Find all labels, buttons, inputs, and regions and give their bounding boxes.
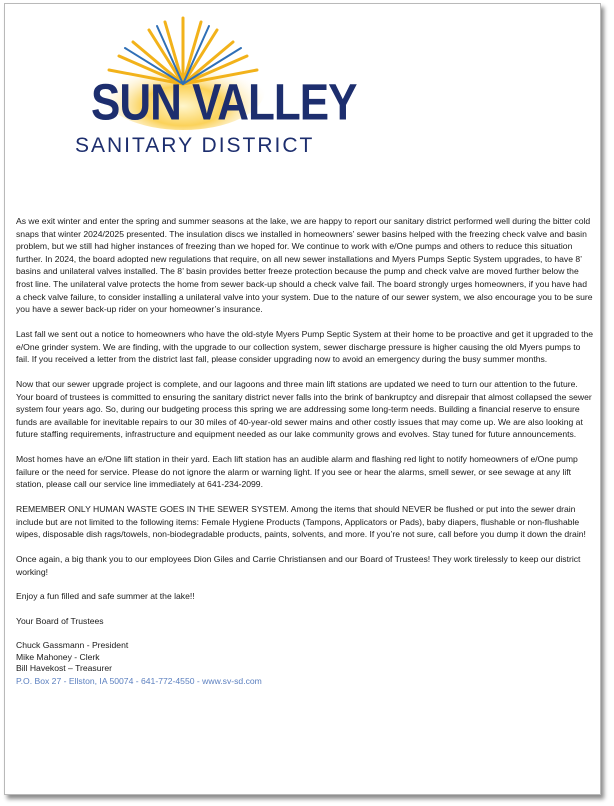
paragraph: As we exit winter and enter the spring and summer seasons at the lake, we are happy to report our sanitary district performed well during the bitter cold snaps that winter 2024/2025 presented. The insulation discs we installed in homeowners’ sewer basins helped with the freezing check valve and basin problem, but we still had higher instances of freezing than we hoped for. We continue to work with e/One pumps and others to reduce this situation further. In 2024, the board adopted new regulations that require, on all new sewer installations and Myers Pumps Septic System upgrades, to have 8’ basins and unilateral valves installed. The 8’ basin provides better freeze protection because the pump and check valve are moved further below the frost line. The unilateral valve protects the home from sewer back-up should a check valve fail. The board strongly urges homeowners, if you have had a check valve failure, to consider installing a unilateral valve into your system. Due to the nature of our sewer system, we also encourage you to be sure you have a sewer back-up rider on your homeowner’s insurance. bbox=[16, 216, 593, 315]
paragraph: REMEMBER ONLY HUMAN WASTE GOES IN THE SEWER SYSTEM. Among the items that should NEVER be flushed or put into the sewer drain include but are not limited to the following items: Female Hygiene Products (Tampons, Applicators or Pads), baby diapers, flushable or non-flushable wipes, disposable dish rags/towels, non-biodegradable products, paints, solvents, and more. If you’re not sure, call before you dump it down the drain! bbox=[16, 504, 586, 540]
closing-line: Your Board of Trustees bbox=[16, 616, 104, 627]
paragraph: Enjoy a fun filled and safe summer at the lake!! bbox=[16, 591, 195, 602]
signature-line: Chuck Gassmann - President bbox=[16, 639, 129, 650]
sun-valley-logo bbox=[65, 12, 357, 162]
paragraph: Most homes have an e/One lift station in their yard. Each lift station has an audible alarm and flashing red light to notify homeowners of e/One pump failure or the need for service. Please do not ignore the alarm or warning light. If you see or hear the alarms, smell sewer, or see sewage at any lift station, please call our service line immediately at 641-234-2099. bbox=[16, 454, 578, 490]
contact-footer: P.O. Box 27 - Ellston, IA 50074 - 641-772-4550 - www.sv-sd.com bbox=[16, 675, 262, 686]
paragraph: Last fall we sent out a notice to homeowners who have the old-style Myers Pump Septic System at their home to be proactive and get it upgraded to the e/One grinder system. We are finding, with the upgrade to our collection system, sewer discharge pressure is higher causing the old Myers pumps to fail. If you received a letter from the district last fall, please consider upgrading now to avoid an emergency during the busy summer months. bbox=[16, 328, 594, 365]
paragraph: Once again, a big thank you to our employees Dion Giles and Carrie Christiansen and our Board of Trustees! They work tirelessly to keep our district working! bbox=[16, 554, 581, 577]
paragraph: Now that our sewer upgrade project is complete, and our lagoons and three main lift stations are updated we need to turn our attention to the future. Your board of trustees is committed to ensuring the sanitary district never falls into the brink of bankruptcy and disrepair that almost collapsed the sewer system four years ago. So, during our budgeting process this spring we are addressing some long-term needs. Building a financial reserve to ensure funds are available for inevitable repairs to our 30 miles of 40-year-old sewer mains and other costly issues that may come up. We are also looking at future staffing requirements, infrastructure and equipment needed as our lake community grows and evolves. Stay tuned for future announcements. bbox=[16, 378, 592, 440]
logo-wordmark: SUN VALLEY bbox=[91, 74, 357, 131]
signature-line: Mike Mahoney - Clerk bbox=[16, 651, 100, 662]
letter-page bbox=[4, 3, 601, 795]
logo-subtitle: SANITARY DISTRICT bbox=[75, 134, 315, 157]
signature-block bbox=[16, 640, 594, 675]
letter-body bbox=[16, 215, 594, 687]
signature-line: Bill Havekost – Treasurer bbox=[16, 663, 112, 674]
